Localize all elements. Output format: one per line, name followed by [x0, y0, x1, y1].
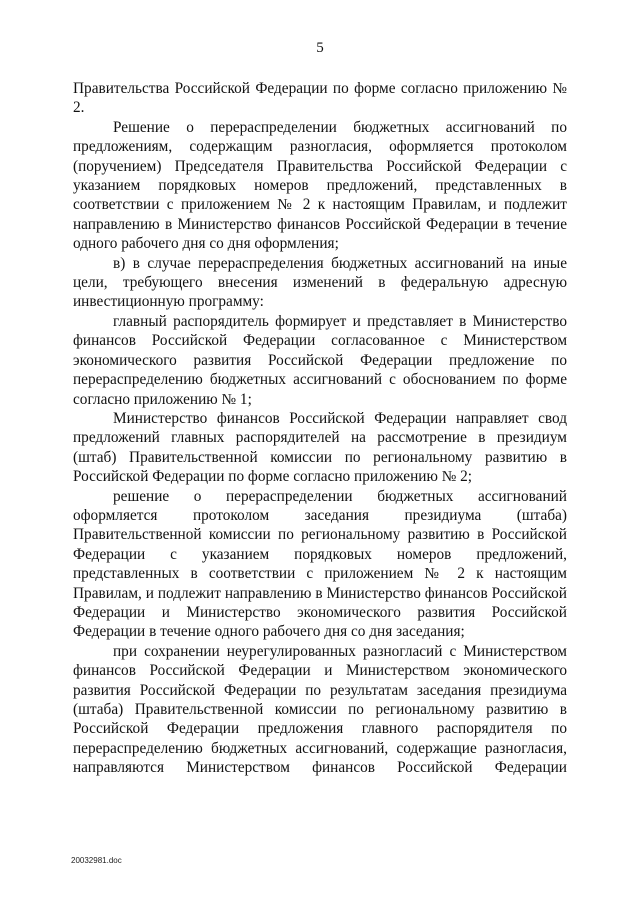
page-number: 5 — [316, 40, 324, 56]
paragraph-4: главный распорядитель формирует и представляет в Министерство финансов Российской Федерации согласованное с Министерством экономического развития Российской Федерации предложение по перераспределению бюджетных ассигнований с обоснованием по форме согласно приложению № 1; — [73, 312, 567, 408]
paragraph-7: при сохранении неурегулированных разногласий с Министерством финансов Российской Федерации и Министерством экономического развития Российской Федерации по результатам заседания президиума (штаба) Правительственной комиссии по региональному развитию в Российской Федерации предложения главного распорядителя по перераспределению бюджетных ассигнований, содержащие разногласия, направляются Министерством финансов Российской Федерации — [73, 642, 567, 777]
paragraph-1: Правительства Российской Федерации по форме согласно приложению № 2. — [73, 80, 567, 117]
paragraph-6: решение о перераспределении бюджетных ассигнований оформляется протоколом заседания президиума (штаба) Правительственной комиссии по региональному развитию в Российской Федерации с указанием порядковых номеров предложений, представленных в соответствии с приложением № 2 к настоящим Правилам, и подлежит направлению в Министерство финансов Российской Федерации и Министерство экономического развития Российской Федерации в течение одного рабочего дня со дня заседания; — [73, 487, 567, 641]
document-body — [73, 79, 567, 778]
paragraph-2: Решение о перераспределении бюджетных ассигнований по предложениям, содержащим разногласия, оформляется протоколом (поручением) Председателя Правительства Российской Федерации с указанием порядковых номеров предложений, представленных в соответствии с приложением № 2 к настоящим Правилам, и подлежит направлению в Министерство финансов Российской Федерации в течение одного рабочего дня со дня оформления; — [73, 118, 567, 253]
paragraph-5: Министерство финансов Российской Федерации направляет свод предложений главных распорядителей на рассмотрение в президиум (штаб) Правительственной комиссии по региональному развитию в Российской Федерации по форме согласно приложению № 2; — [73, 409, 567, 486]
file-name-footer: 20032981.doc — [71, 856, 122, 865]
paragraph-3: в) в случае перераспределения бюджетных ассигнований на иные цели, требующего внесения изменений в федеральную адресную инвестиционную программу: — [73, 254, 567, 311]
